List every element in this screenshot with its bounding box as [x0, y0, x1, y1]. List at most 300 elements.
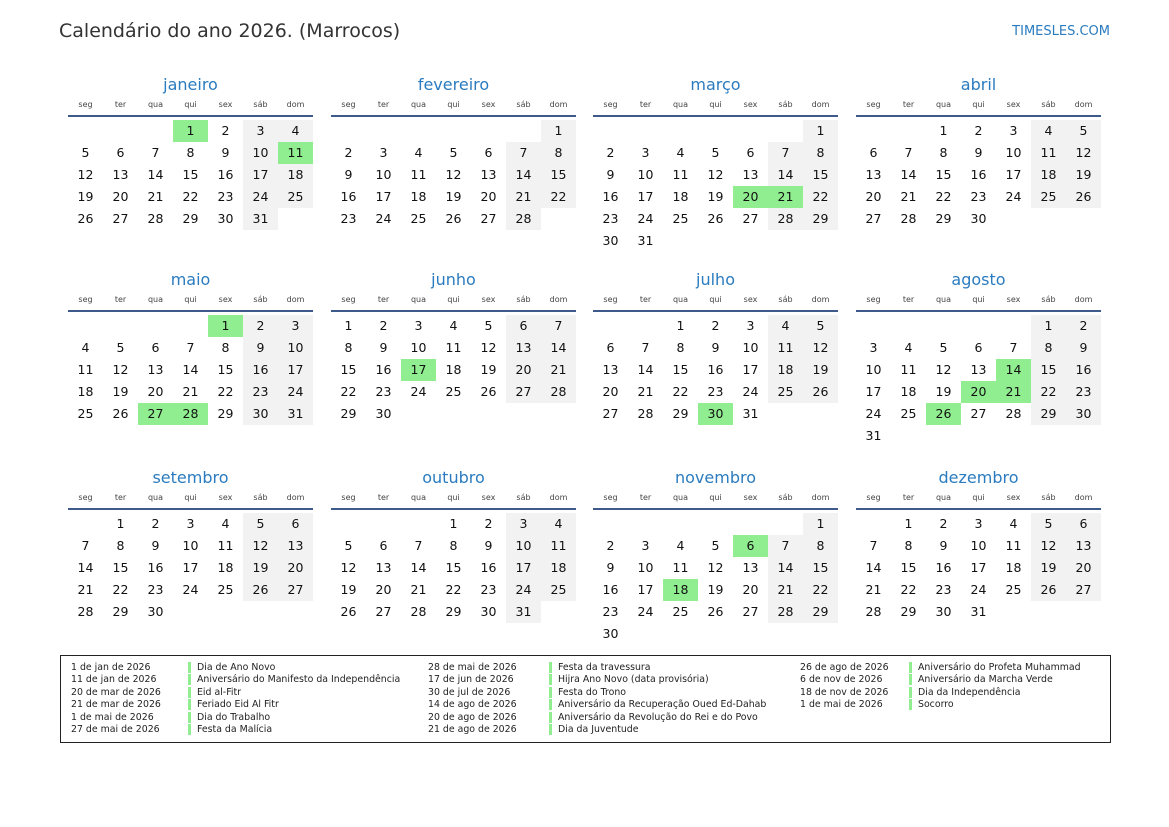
day-cell[interactable]: 19	[243, 557, 278, 579]
day-cell[interactable]: 26	[1031, 579, 1066, 601]
day-cell[interactable]: 31	[243, 208, 278, 230]
day-cell[interactable]: 22	[1031, 381, 1066, 403]
day-cell[interactable]: 4	[1009, 516, 1018, 531]
day-cell[interactable]: 24	[278, 381, 313, 403]
site-link[interactable]: TIMESLES.COM	[1012, 24, 1110, 39]
holiday-day-cell[interactable]: 26	[926, 403, 961, 425]
day-cell[interactable]: 26	[803, 381, 838, 403]
day-cell[interactable]: 13	[742, 560, 759, 575]
day-cell[interactable]: 19	[803, 359, 838, 381]
day-cell[interactable]: 25	[1031, 186, 1066, 208]
day-cell[interactable]: 9	[974, 145, 983, 160]
day-cell[interactable]: 17	[182, 560, 199, 575]
day-cell[interactable]: 2	[379, 318, 388, 333]
day-cell[interactable]: 6	[606, 340, 615, 355]
day-cell[interactable]: 10	[865, 362, 882, 377]
day-cell[interactable]: 28	[1005, 406, 1022, 421]
day-cell[interactable]: 28	[77, 604, 94, 619]
day-cell[interactable]: 5	[1031, 513, 1066, 535]
day-cell[interactable]: 29	[900, 604, 917, 619]
day-cell[interactable]: 28	[541, 381, 576, 403]
day-cell[interactable]: 23	[1066, 381, 1101, 403]
day-cell[interactable]: 9	[151, 538, 160, 553]
day-cell[interactable]: 30	[147, 604, 164, 619]
day-cell[interactable]: 16	[602, 582, 619, 597]
holiday-day-cell[interactable]: 21	[996, 381, 1031, 403]
day-cell[interactable]: 3	[1009, 123, 1018, 138]
day-cell[interactable]: 18	[410, 189, 427, 204]
day-cell[interactable]: 20	[742, 582, 759, 597]
day-cell[interactable]: 17	[278, 359, 313, 381]
day-cell[interactable]: 11	[900, 362, 917, 377]
day-cell[interactable]: 24	[375, 211, 392, 226]
day-cell[interactable]: 5	[1066, 120, 1101, 142]
day-cell[interactable]: 7	[414, 538, 423, 553]
day-cell[interactable]: 10	[278, 337, 313, 359]
day-cell[interactable]: 14	[865, 560, 882, 575]
day-cell[interactable]: 10	[742, 340, 759, 355]
day-cell[interactable]: 13	[375, 560, 392, 575]
day-cell[interactable]: 4	[278, 120, 313, 142]
day-cell[interactable]: 14	[77, 560, 94, 575]
day-cell[interactable]: 7	[1009, 340, 1018, 355]
day-cell[interactable]: 26	[1066, 186, 1101, 208]
day-cell[interactable]: 16	[243, 359, 278, 381]
day-cell[interactable]: 12	[1031, 535, 1066, 557]
day-cell[interactable]: 18	[541, 557, 576, 579]
day-cell[interactable]: 31	[970, 604, 987, 619]
day-cell[interactable]: 23	[970, 189, 987, 204]
day-cell[interactable]: 29	[803, 208, 838, 230]
day-cell[interactable]: 16	[147, 560, 164, 575]
day-cell[interactable]: 12	[803, 337, 838, 359]
day-cell[interactable]: 6	[151, 340, 160, 355]
day-cell[interactable]: 20	[147, 384, 164, 399]
day-cell[interactable]: 6	[746, 145, 755, 160]
day-cell[interactable]: 27	[742, 211, 759, 226]
day-cell[interactable]: 2	[484, 516, 493, 531]
day-cell[interactable]: 27	[742, 604, 759, 619]
day-cell[interactable]: 7	[641, 340, 650, 355]
day-cell[interactable]: 5	[803, 315, 838, 337]
day-cell[interactable]: 5	[484, 318, 493, 333]
day-cell[interactable]: 30	[935, 604, 952, 619]
day-cell[interactable]: 23	[935, 582, 952, 597]
day-cell[interactable]: 7	[541, 315, 576, 337]
day-cell[interactable]: 23	[147, 582, 164, 597]
day-cell[interactable]: 25	[445, 384, 462, 399]
holiday-day-cell[interactable]: 20	[733, 186, 768, 208]
day-cell[interactable]: 11	[77, 362, 94, 377]
day-cell[interactable]: 5	[939, 340, 948, 355]
day-cell[interactable]: 22	[112, 582, 129, 597]
day-cell[interactable]: 17	[375, 189, 392, 204]
day-cell[interactable]: 2	[344, 145, 353, 160]
day-cell[interactable]: 27	[112, 211, 129, 226]
day-cell[interactable]: 11	[1005, 538, 1022, 553]
day-cell[interactable]: 4	[768, 315, 803, 337]
day-cell[interactable]: 6	[506, 315, 541, 337]
day-cell[interactable]: 18	[445, 362, 462, 377]
day-cell[interactable]: 19	[480, 362, 497, 377]
day-cell[interactable]: 4	[541, 513, 576, 535]
day-cell[interactable]: 23	[480, 582, 497, 597]
day-cell[interactable]: 16	[375, 362, 392, 377]
day-cell[interactable]: 18	[278, 164, 313, 186]
day-cell[interactable]: 30	[602, 626, 619, 641]
day-cell[interactable]: 26	[707, 211, 724, 226]
day-cell[interactable]: 31	[742, 406, 759, 421]
day-cell[interactable]: 28	[900, 211, 917, 226]
day-cell[interactable]: 20	[375, 582, 392, 597]
day-cell[interactable]: 6	[1066, 513, 1101, 535]
day-cell[interactable]: 18	[1031, 164, 1066, 186]
day-cell[interactable]: 24	[410, 384, 427, 399]
day-cell[interactable]: 8	[221, 340, 230, 355]
day-cell[interactable]: 28	[637, 406, 654, 421]
day-cell[interactable]: 1	[939, 123, 948, 138]
day-cell[interactable]: 22	[541, 186, 576, 208]
day-cell[interactable]: 10	[410, 340, 427, 355]
day-cell[interactable]: 20	[278, 557, 313, 579]
day-cell[interactable]: 21	[506, 186, 541, 208]
day-cell[interactable]: 15	[803, 164, 838, 186]
day-cell[interactable]: 13	[278, 535, 313, 557]
day-cell[interactable]: 1	[803, 120, 838, 142]
day-cell[interactable]: 8	[939, 145, 948, 160]
day-cell[interactable]: 27	[602, 406, 619, 421]
day-cell[interactable]: 14	[147, 167, 164, 182]
day-cell[interactable]: 31	[278, 403, 313, 425]
day-cell[interactable]: 11	[1031, 142, 1066, 164]
day-cell[interactable]: 20	[506, 359, 541, 381]
day-cell[interactable]: 25	[217, 582, 234, 597]
day-cell[interactable]: 18	[768, 359, 803, 381]
day-cell[interactable]: 25	[672, 211, 689, 226]
day-cell[interactable]: 26	[112, 406, 129, 421]
day-cell[interactable]: 7	[768, 142, 803, 164]
day-cell[interactable]: 10	[243, 142, 278, 164]
day-cell[interactable]: 5	[711, 538, 720, 553]
day-cell[interactable]: 3	[379, 145, 388, 160]
day-cell[interactable]: 24	[243, 186, 278, 208]
day-cell[interactable]: 3	[414, 318, 423, 333]
day-cell[interactable]: 15	[900, 560, 917, 575]
day-cell[interactable]: 12	[707, 560, 724, 575]
day-cell[interactable]: 31	[637, 233, 654, 248]
day-cell[interactable]: 23	[707, 384, 724, 399]
day-cell[interactable]: 29	[445, 604, 462, 619]
day-cell[interactable]: 4	[676, 538, 685, 553]
day-cell[interactable]: 3	[506, 513, 541, 535]
day-cell[interactable]: 1	[1031, 315, 1066, 337]
day-cell[interactable]: 29	[672, 406, 689, 421]
day-cell[interactable]: 27	[865, 211, 882, 226]
day-cell[interactable]: 21	[147, 189, 164, 204]
day-cell[interactable]: 8	[116, 538, 125, 553]
day-cell[interactable]: 23	[243, 381, 278, 403]
day-cell[interactable]: 9	[606, 167, 615, 182]
day-cell[interactable]: 1	[344, 318, 353, 333]
day-cell[interactable]: 25	[77, 406, 94, 421]
day-cell[interactable]: 3	[974, 516, 983, 531]
day-cell[interactable]: 27	[970, 406, 987, 421]
day-cell[interactable]: 24	[637, 604, 654, 619]
holiday-day-cell[interactable]: 27	[138, 403, 173, 425]
day-cell[interactable]: 21	[77, 582, 94, 597]
day-cell[interactable]: 2	[711, 318, 720, 333]
day-cell[interactable]: 14	[410, 560, 427, 575]
day-cell[interactable]: 24	[182, 582, 199, 597]
day-cell[interactable]: 20	[602, 384, 619, 399]
day-cell[interactable]: 28	[768, 208, 803, 230]
day-cell[interactable]: 16	[217, 167, 234, 182]
day-cell[interactable]: 15	[217, 362, 234, 377]
day-cell[interactable]: 31	[865, 428, 882, 443]
day-cell[interactable]: 16	[707, 362, 724, 377]
day-cell[interactable]: 21	[865, 582, 882, 597]
day-cell[interactable]: 16	[970, 167, 987, 182]
day-cell[interactable]: 17	[865, 384, 882, 399]
day-cell[interactable]: 26	[445, 211, 462, 226]
day-cell[interactable]: 26	[707, 604, 724, 619]
day-cell[interactable]: 2	[151, 516, 160, 531]
holiday-day-cell[interactable]: 20	[961, 381, 996, 403]
day-cell[interactable]: 4	[676, 145, 685, 160]
day-cell[interactable]: 12	[1066, 142, 1101, 164]
day-cell[interactable]: 1	[541, 120, 576, 142]
day-cell[interactable]: 22	[803, 579, 838, 601]
day-cell[interactable]: 12	[340, 560, 357, 575]
day-cell[interactable]: 24	[865, 406, 882, 421]
day-cell[interactable]: 7	[151, 145, 160, 160]
day-cell[interactable]: 2	[939, 516, 948, 531]
day-cell[interactable]: 19	[1031, 557, 1066, 579]
day-cell[interactable]: 18	[217, 560, 234, 575]
day-cell[interactable]: 19	[935, 384, 952, 399]
day-cell[interactable]: 15	[935, 167, 952, 182]
day-cell[interactable]: 8	[803, 142, 838, 164]
day-cell[interactable]: 17	[637, 189, 654, 204]
day-cell[interactable]: 9	[379, 340, 388, 355]
day-cell[interactable]: 6	[278, 513, 313, 535]
day-cell[interactable]: 15	[803, 557, 838, 579]
day-cell[interactable]: 1	[676, 318, 685, 333]
day-cell[interactable]: 13	[970, 362, 987, 377]
day-cell[interactable]: 8	[186, 145, 195, 160]
day-cell[interactable]: 24	[637, 211, 654, 226]
day-cell[interactable]: 12	[243, 535, 278, 557]
day-cell[interactable]: 19	[340, 582, 357, 597]
day-cell[interactable]: 21	[768, 579, 803, 601]
day-cell[interactable]: 21	[182, 384, 199, 399]
day-cell[interactable]: 18	[77, 384, 94, 399]
day-cell[interactable]: 8	[676, 340, 685, 355]
day-cell[interactable]: 6	[974, 340, 983, 355]
day-cell[interactable]: 9	[606, 560, 615, 575]
day-cell[interactable]: 29	[803, 601, 838, 623]
day-cell[interactable]: 21	[637, 384, 654, 399]
day-cell[interactable]: 14	[637, 362, 654, 377]
day-cell[interactable]: 9	[243, 337, 278, 359]
day-cell[interactable]: 7	[869, 538, 878, 553]
day-cell[interactable]: 14	[182, 362, 199, 377]
day-cell[interactable]: 19	[707, 582, 724, 597]
day-cell[interactable]: 22	[935, 189, 952, 204]
day-cell[interactable]: 4	[221, 516, 230, 531]
day-cell[interactable]: 11	[768, 337, 803, 359]
day-cell[interactable]: 17	[243, 164, 278, 186]
day-cell[interactable]: 5	[344, 538, 353, 553]
day-cell[interactable]: 2	[221, 123, 230, 138]
day-cell[interactable]: 10	[182, 538, 199, 553]
day-cell[interactable]: 10	[506, 535, 541, 557]
day-cell[interactable]: 30	[480, 604, 497, 619]
day-cell[interactable]: 24	[1005, 189, 1022, 204]
day-cell[interactable]: 17	[742, 362, 759, 377]
day-cell[interactable]: 14	[506, 164, 541, 186]
day-cell[interactable]: 29	[112, 604, 129, 619]
day-cell[interactable]: 31	[506, 601, 541, 623]
day-cell[interactable]: 15	[1031, 359, 1066, 381]
day-cell[interactable]: 15	[340, 362, 357, 377]
day-cell[interactable]: 26	[340, 604, 357, 619]
day-cell[interactable]: 4	[449, 318, 458, 333]
day-cell[interactable]: 14	[900, 167, 917, 182]
holiday-day-cell[interactable]: 1	[208, 315, 243, 337]
day-cell[interactable]: 21	[541, 359, 576, 381]
day-cell[interactable]: 29	[340, 406, 357, 421]
day-cell[interactable]: 5	[116, 340, 125, 355]
day-cell[interactable]: 17	[506, 557, 541, 579]
day-cell[interactable]: 4	[1031, 120, 1066, 142]
day-cell[interactable]: 14	[768, 557, 803, 579]
day-cell[interactable]: 4	[414, 145, 423, 160]
day-cell[interactable]: 13	[1066, 535, 1101, 557]
day-cell[interactable]: 9	[711, 340, 720, 355]
day-cell[interactable]: 9	[939, 538, 948, 553]
holiday-day-cell[interactable]: 30	[698, 403, 733, 425]
day-cell[interactable]: 10	[637, 167, 654, 182]
day-cell[interactable]: 3	[869, 340, 878, 355]
day-cell[interactable]: 22	[672, 384, 689, 399]
day-cell[interactable]: 5	[81, 145, 90, 160]
day-cell[interactable]: 13	[742, 167, 759, 182]
day-cell[interactable]: 15	[672, 362, 689, 377]
day-cell[interactable]: 11	[541, 535, 576, 557]
day-cell[interactable]: 26	[480, 384, 497, 399]
day-cell[interactable]: 22	[340, 384, 357, 399]
day-cell[interactable]: 10	[970, 538, 987, 553]
day-cell[interactable]: 28	[768, 601, 803, 623]
day-cell[interactable]: 16	[935, 560, 952, 575]
day-cell[interactable]: 9	[344, 167, 353, 182]
day-cell[interactable]: 16	[480, 560, 497, 575]
holiday-day-cell[interactable]: 18	[663, 579, 698, 601]
day-cell[interactable]: 22	[182, 189, 199, 204]
holiday-day-cell[interactable]: 6	[733, 535, 768, 557]
day-cell[interactable]: 5	[243, 513, 278, 535]
day-cell[interactable]: 20	[480, 189, 497, 204]
day-cell[interactable]: 25	[900, 406, 917, 421]
holiday-day-cell[interactable]: 14	[996, 359, 1031, 381]
day-cell[interactable]: 23	[602, 211, 619, 226]
day-cell[interactable]: 7	[506, 142, 541, 164]
day-cell[interactable]: 21	[410, 582, 427, 597]
day-cell[interactable]: 28	[410, 604, 427, 619]
day-cell[interactable]: 20	[865, 189, 882, 204]
day-cell[interactable]: 21	[900, 189, 917, 204]
day-cell[interactable]: 19	[112, 384, 129, 399]
day-cell[interactable]: 9	[221, 145, 230, 160]
day-cell[interactable]: 25	[541, 579, 576, 601]
day-cell[interactable]: 8	[449, 538, 458, 553]
holiday-day-cell[interactable]: 28	[173, 403, 208, 425]
day-cell[interactable]: 24	[970, 582, 987, 597]
day-cell[interactable]: 30	[375, 406, 392, 421]
day-cell[interactable]: 8	[541, 142, 576, 164]
day-cell[interactable]: 17	[637, 582, 654, 597]
day-cell[interactable]: 8	[803, 535, 838, 557]
day-cell[interactable]: 8	[1031, 337, 1066, 359]
day-cell[interactable]: 12	[445, 167, 462, 182]
day-cell[interactable]: 18	[900, 384, 917, 399]
day-cell[interactable]: 1	[803, 513, 838, 535]
day-cell[interactable]: 27	[506, 381, 541, 403]
day-cell[interactable]: 18	[672, 189, 689, 204]
day-cell[interactable]: 19	[707, 189, 724, 204]
day-cell[interactable]: 8	[904, 538, 913, 553]
day-cell[interactable]: 10	[1005, 145, 1022, 160]
day-cell[interactable]: 6	[869, 145, 878, 160]
holiday-day-cell[interactable]: 1	[173, 120, 208, 142]
day-cell[interactable]: 13	[865, 167, 882, 182]
day-cell[interactable]: 1	[449, 516, 458, 531]
day-cell[interactable]: 11	[672, 167, 689, 182]
day-cell[interactable]: 26	[243, 579, 278, 601]
day-cell[interactable]: 25	[278, 186, 313, 208]
holiday-day-cell[interactable]: 17	[401, 359, 436, 381]
day-cell[interactable]: 6	[484, 145, 493, 160]
day-cell[interactable]: 30	[243, 403, 278, 425]
day-cell[interactable]: 2	[606, 145, 615, 160]
day-cell[interactable]: 27	[480, 211, 497, 226]
day-cell[interactable]: 2	[243, 315, 278, 337]
day-cell[interactable]: 18	[1005, 560, 1022, 575]
day-cell[interactable]: 28	[506, 208, 541, 230]
day-cell[interactable]: 11	[217, 538, 234, 553]
day-cell[interactable]: 2	[606, 538, 615, 553]
day-cell[interactable]: 27	[375, 604, 392, 619]
day-cell[interactable]: 4	[904, 340, 913, 355]
day-cell[interactable]: 16	[602, 189, 619, 204]
day-cell[interactable]: 20	[1066, 557, 1101, 579]
day-cell[interactable]: 19	[77, 189, 94, 204]
day-cell[interactable]: 3	[243, 120, 278, 142]
day-cell[interactable]: 6	[116, 145, 125, 160]
day-cell[interactable]: 3	[746, 318, 755, 333]
day-cell[interactable]: 10	[637, 560, 654, 575]
day-cell[interactable]: 30	[602, 233, 619, 248]
day-cell[interactable]: 25	[1005, 582, 1022, 597]
day-cell[interactable]: 25	[768, 381, 803, 403]
day-cell[interactable]: 1	[116, 516, 125, 531]
day-cell[interactable]: 24	[506, 579, 541, 601]
day-cell[interactable]: 2	[1066, 315, 1101, 337]
day-cell[interactable]: 13	[602, 362, 619, 377]
day-cell[interactable]: 5	[711, 145, 720, 160]
day-cell[interactable]: 22	[900, 582, 917, 597]
